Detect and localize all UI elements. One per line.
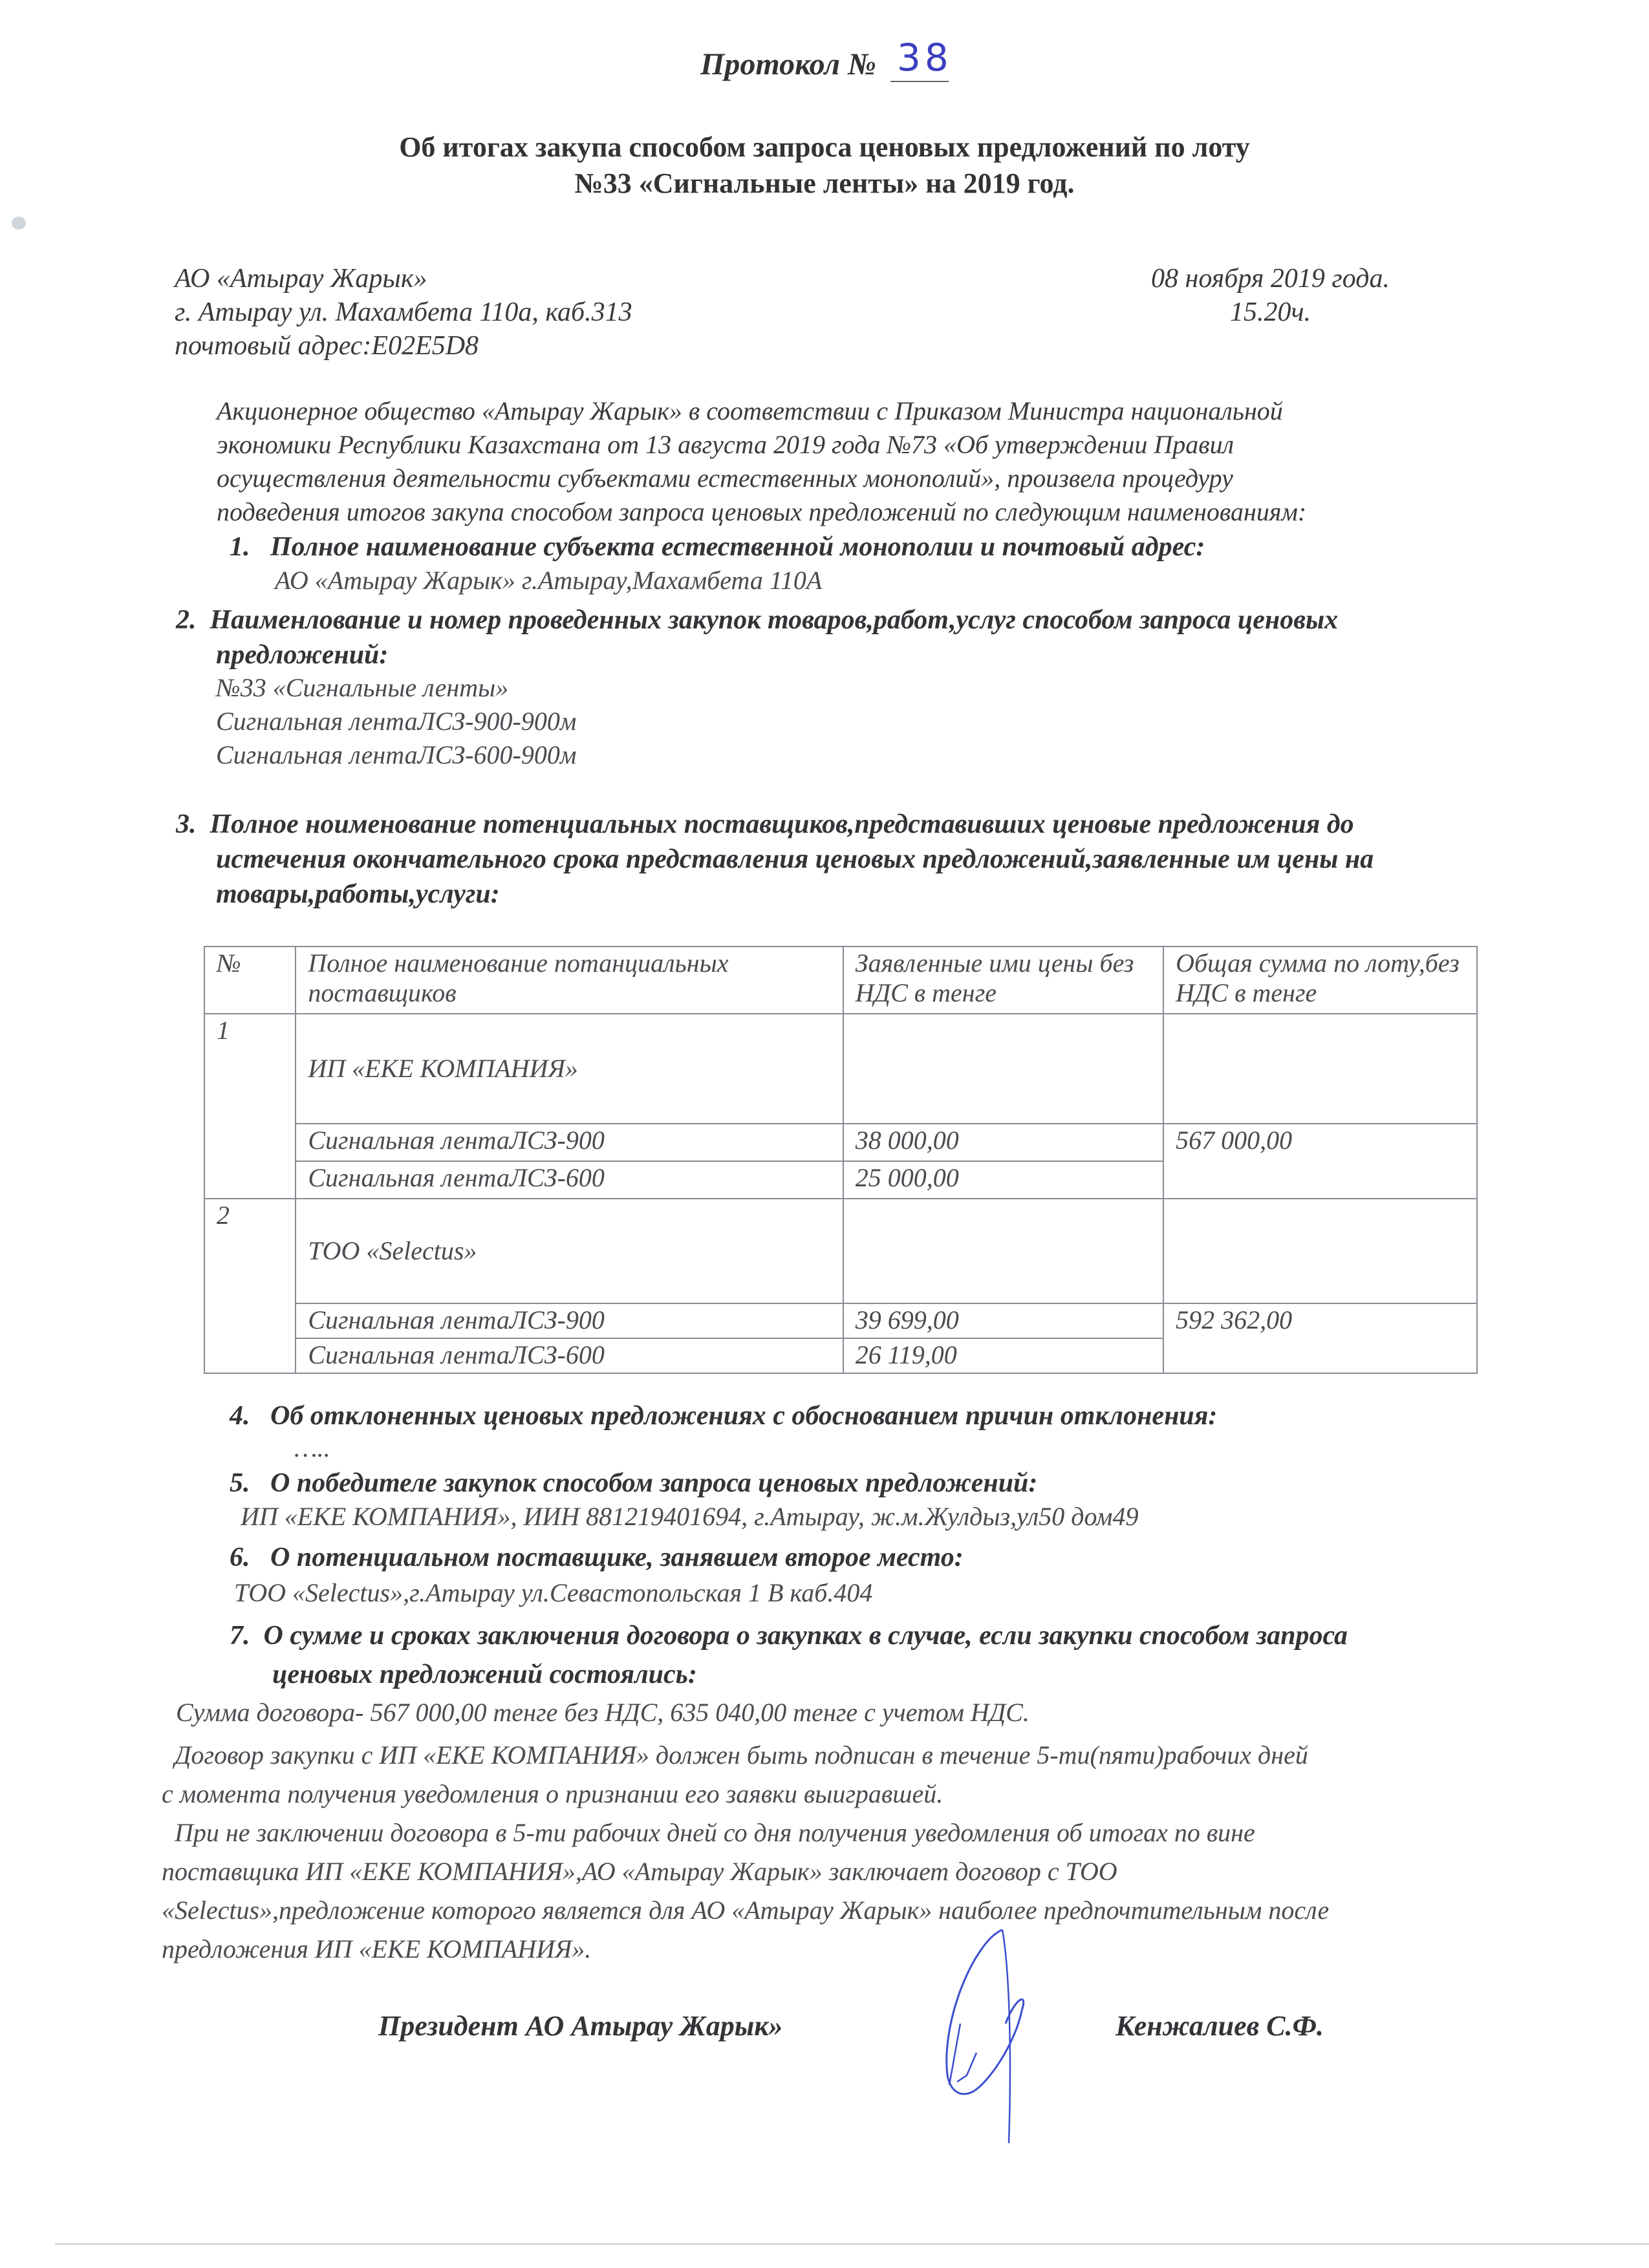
lot-item: №33 «Сигнальные ленты» bbox=[216, 673, 509, 702]
lot-total: 592 362,00 bbox=[1163, 1303, 1477, 1373]
bids-table bbox=[204, 946, 1478, 1374]
intro-paragraph bbox=[217, 394, 1306, 529]
paragraph-line: При не заключении договора в 5-ти рабочих дней со дня получения уведомления об итогах по вине bbox=[175, 1818, 1255, 1847]
lot-item: Сигнальная лентаЛСЗ-600-900м bbox=[216, 740, 577, 769]
paragraph-line: предложения ИП «ЕКЕ КОМПАНИЯ». bbox=[162, 1934, 592, 1963]
item-name: Сигнальная лентаЛСЗ-600 bbox=[296, 1161, 843, 1199]
section-4-heading bbox=[230, 1400, 1217, 1431]
section-number: 6. bbox=[230, 1543, 250, 1572]
protocol-date: 08 ноября 2019 года. bbox=[1151, 264, 1390, 294]
table-row bbox=[204, 1199, 1477, 1303]
section-5-heading bbox=[230, 1468, 1037, 1499]
table-row bbox=[204, 1014, 1477, 1124]
lot-item: Сигнальная лентаЛСЗ-900-900м bbox=[216, 707, 577, 736]
subtitle-line-2: №33 «Сигнальные ленты» на 2019 год. bbox=[574, 167, 1075, 199]
item-price: 38 000,00 bbox=[843, 1124, 1163, 1161]
section-number: 2. bbox=[176, 605, 197, 635]
protocol-number-field bbox=[890, 36, 953, 82]
contract-sum: Сумма договора- 567 000,00 тенге без НДС, 635 040,00 тенге с учетом НДС. bbox=[176, 1698, 1029, 1727]
signatory-position: Президент АО Атырау Жарык» bbox=[378, 2010, 783, 2042]
section-number: 4. bbox=[230, 1401, 250, 1431]
sender-org: АО «Атырау Жарык» bbox=[175, 264, 427, 294]
section-heading-text: О победителе закупок способом запроса ценовых предложений: bbox=[270, 1468, 1038, 1498]
protocol-number-handwritten: 38 bbox=[896, 36, 953, 80]
intro-line: осуществления деятельности субъектами естественных монополий», произвела процедуру bbox=[217, 464, 1233, 493]
sender-address: г. Атырау ул. Махамбета 110а, каб.313 bbox=[175, 297, 632, 327]
intro-line: экономики Республики Казахстана от 13 августа 2019 года №73 «Об утверждении Правил bbox=[217, 430, 1234, 459]
date-time-block bbox=[1151, 262, 1390, 329]
header-total: Общая сумма по лоту,без НДС в тенге bbox=[1163, 947, 1477, 1014]
section-2-items bbox=[216, 671, 576, 772]
section-heading-text: ценовых предложений состоялись: bbox=[272, 1660, 697, 1689]
item-price: 39 699,00 bbox=[843, 1303, 1163, 1338]
subtitle-line-1: Об итогах закупа способом запроса ценовых предложений по лоту bbox=[399, 131, 1250, 163]
section-number: 7. bbox=[230, 1621, 250, 1651]
item-name: Сигнальная лентаЛСЗ-900 bbox=[296, 1124, 843, 1161]
header-num: № bbox=[204, 947, 296, 1014]
table-header-row bbox=[204, 947, 1477, 1014]
protocol-title bbox=[0, 36, 1649, 82]
protocol-time: 15.20ч. bbox=[1229, 297, 1311, 327]
signatory-name: Кенжалиев С.Ф. bbox=[1116, 2010, 1324, 2042]
paragraph-line: с момента получения уведомления о признании его заявки выигравшей. bbox=[162, 1779, 943, 1808]
protocol-subtitle bbox=[0, 129, 1649, 202]
intro-line: подведения итогов закупа способом запроса ценовых предложений по следующим наименованиям: bbox=[217, 497, 1307, 526]
section-number: 5. bbox=[230, 1468, 250, 1498]
section-1-heading bbox=[230, 531, 1205, 562]
supplier-name: ТОО «Selectus» bbox=[296, 1199, 843, 1303]
section-6-text: ТОО «Selectus»,г.Атырау ул.Севастопольская 1 В каб.404 bbox=[234, 1578, 873, 1607]
section-3-heading bbox=[176, 807, 1374, 912]
section-heading-text: Наименлование и номер проведенных закупок товаров,работ,услуг способом запроса ценовых bbox=[210, 605, 1339, 635]
header-supplier: Полное наименование потанциальных поставщиков bbox=[296, 947, 843, 1014]
paragraph-line: поставщика ИП «ЕКЕ КОМПАНИЯ»,АО «Атырау Жарык» заключает договор с ТОО bbox=[162, 1857, 1117, 1886]
protocol-label: Протокол № bbox=[700, 47, 876, 81]
section-4-text: ….. bbox=[294, 1433, 330, 1462]
contract-paragraph-2 bbox=[162, 1813, 1329, 1969]
section-2-heading bbox=[176, 603, 1338, 672]
section-heading-text: Полное ноименование потенциальных поставщиков,представивших ценовые предложения до bbox=[210, 809, 1354, 839]
item-price: 26 119,00 bbox=[843, 1338, 1163, 1373]
paragraph-line: Договор закупки с ИП «ЕКЕ КОМПАНИЯ» должен быть подписан в течение 5-ти(пяти)рабочих дней bbox=[175, 1740, 1308, 1770]
paragraph-line: «Selectus»,предложение которого является для АО «Атырау Жарык» наиболее предпочтительным после bbox=[162, 1896, 1330, 1925]
lot-total: 567 000,00 bbox=[1163, 1124, 1477, 1199]
section-5-text: ИП «ЕКЕ КОМПАНИЯ», ИИН 881219401694, г.Атырау, ж.м.Жулдыз,ул50 дом49 bbox=[241, 1502, 1139, 1531]
item-price: 25 000,00 bbox=[843, 1161, 1163, 1199]
intro-line: Акционерное общество «Атырау Жарык» в соответствии с Приказом Министра национальной bbox=[217, 396, 1283, 425]
section-heading-text: Полное наименование субъекта естественной монополии и почтовый адрес: bbox=[270, 532, 1205, 562]
section-heading-text: Об отклоненных ценовых предложениях с обоснованием причин отклонения: bbox=[270, 1401, 1218, 1431]
section-heading-text: товары,работы,услуги: bbox=[216, 879, 500, 909]
scan-artifact bbox=[12, 217, 26, 230]
empty-cell bbox=[1163, 1199, 1477, 1303]
sender-postal: почтовый адрес:E02E5D8 bbox=[175, 331, 479, 361]
row-num: 1 bbox=[204, 1014, 296, 1199]
section-heading-text: О сумме и сроках заключения договора о закупках в случае, если закупки способом запроса bbox=[263, 1621, 1348, 1651]
page-bottom-divider bbox=[55, 2243, 1649, 2245]
item-name: Сигнальная лентаЛСЗ-900 bbox=[296, 1303, 843, 1338]
section-number: 1. bbox=[230, 532, 250, 562]
handwritten-signature-icon bbox=[918, 1927, 1061, 2146]
section-heading-text: О потенциальном поставщике, занявшем второе место: bbox=[270, 1543, 964, 1572]
row-num: 2 bbox=[204, 1199, 296, 1373]
section-number: 3. bbox=[176, 809, 197, 839]
section-1-text: АО «Атырау Жарык» г.Атырау,Махамбета 110А bbox=[275, 566, 823, 595]
empty-cell bbox=[843, 1014, 1163, 1124]
sender-block bbox=[175, 262, 632, 363]
item-name: Сигнальная лентаЛСЗ-600 bbox=[296, 1338, 843, 1373]
section-heading-text: предложений: bbox=[216, 640, 389, 670]
contract-paragraph-1 bbox=[162, 1736, 1308, 1813]
section-heading-text: истечения окончательного срока представления ценовых предложений,заявленные им цены на bbox=[216, 844, 1374, 874]
table-row bbox=[204, 1124, 1477, 1161]
empty-cell bbox=[843, 1199, 1163, 1303]
section-6-heading bbox=[230, 1542, 964, 1573]
header-price: Заявленные ими цены без НДС в тенге bbox=[843, 947, 1163, 1014]
supplier-name: ИП «ЕКЕ КОМПАНИЯ» bbox=[296, 1014, 843, 1124]
table-row bbox=[204, 1303, 1477, 1338]
empty-cell bbox=[1163, 1014, 1477, 1124]
section-7-heading bbox=[230, 1616, 1348, 1694]
